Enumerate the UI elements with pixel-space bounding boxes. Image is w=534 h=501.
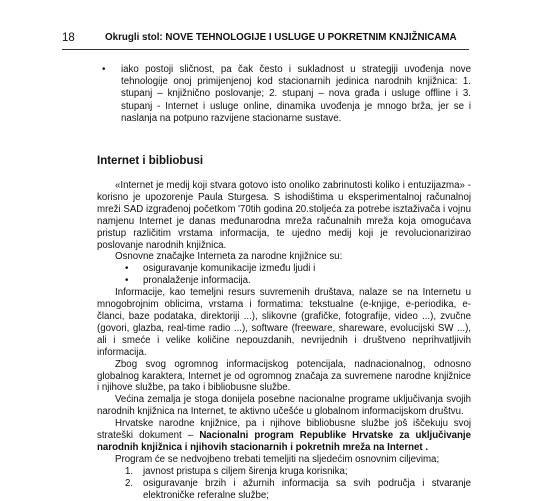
paragraph: Informacije, kao temeljni resurs suvremenih društava, nalaze se na Internetu u mnogobrojnim oblicima, vrstama i formatima: tekstualne (e-knjige, e-periodika, e-članci, baze podataka, direktoriji ...), slikovne (grafičke, fotografije, video ...), zvučne (govori, glazba, real-time radio ...), software (freeware, shareware, evolucijski SW ...), ali i smeće i velike količine nepouzdanih, nevrijednih i društveno neprihvatljivih informacija.: [97, 287, 471, 358]
list-item: [125, 263, 471, 275]
features-list: [97, 263, 471, 287]
paragraph: Zbog svog ogromnog informacijskog potencijala, nadnacionalnog, odnosno globalnog karaktera, Internet je od ogromnog značaja za suvremene narodne knjižnice i njihove službe, pa tako i bibliobusne službe.: [97, 358, 471, 394]
section-body: [97, 180, 471, 501]
bullet-icon: •: [125, 275, 129, 287]
list-item: [125, 478, 471, 501]
top-bullet-list: [101, 64, 471, 125]
section-heading: Internet i bibliobusi: [97, 155, 204, 167]
paragraph: Osnovne značajke Interneta za narodne knjižnice su:: [115, 251, 343, 263]
paragraph: [97, 418, 471, 454]
paragraph-text: Hrvatske narodne knjižnice, pa i njihove bibliobusne službe još iščekuju svoj strateški dokument –: [97, 418, 471, 442]
paragraph: Većina zemalja je stoga donijela posebne nacionalne programe uključivanja svojih narodnih knjižnica na Internet, te aktivno učešće u globalnom informacijskom društvu.: [97, 394, 471, 418]
bullet-icon: •: [125, 263, 129, 275]
list-item: [101, 64, 471, 125]
paragraph: Program će se nedvojbeno trebati temeljiti na sljedećim osnovnim ciljevima;: [115, 453, 440, 465]
running-header-title: Okrugli stol: NOVE TEHNOLOGIJE I USLUGE U POKRETNIM KNJIŽNICAMA: [105, 32, 457, 43]
paragraph: «Internet je medij koji stvara gotovo isto onoliko zabrinutosti koliko i entuzijazma» - korisno je upozorenje Paula Sturgesa. S ishodištima u eksperimentalnoj računalnoj mreži SAD izgrađenoj početkom '70tih godina 20.stoljeća za potrebe isztaživača i vojnu namjenu Internet je danas međunarodna mreža računalnih mreža koja omogućava pristup različitim vrstama informacija, te ujedno medij koji je revolucionarizirao poslovanje narodnih knjižnica.: [97, 180, 471, 251]
list-number: 1.: [125, 465, 134, 477]
list-item-text: javnost pristupa s ciljem širenja kruga korisnika;: [143, 465, 348, 477]
list-item-text: osiguravanje brzih i ažurnih informacija sa svih područja i stvaranje elektroničke referalne službe;: [143, 477, 471, 501]
list-item: [125, 466, 471, 478]
bullet-icon: •: [102, 64, 106, 75]
list-item: [125, 275, 471, 287]
page-number: 18: [62, 32, 75, 44]
list-number: 2.: [125, 477, 134, 489]
header-rule: [62, 49, 469, 50]
list-item-text: osiguravanje komunikacije između ljudi i: [143, 263, 316, 275]
program-title-bold: Nacionalni program Republike Hrvatske za uključivanje narodnih knjižnica i njihovih stacionarnih i pokretnih mreža na Internet .: [97, 430, 471, 453]
goals-list: [97, 466, 471, 501]
list-item-text: pronalaženje informacija.: [143, 275, 251, 287]
list-item-text: iako postoji sličnost, pa čak često i sukladnost u strategiji uvođenja nove tehnologije onoj primijenjenoj kod stacionarnih jedinica narodnih knjižnica: 1. stupanj – knjižnično poslovanje; 2. stupanj – nova građa i usluge offline i 3. stupanj - Internet i usluge online, dinamika uvođenja je mnogo brža, jer se i naslanja na potpuno razvijene stacionarne sustave.: [121, 64, 471, 124]
